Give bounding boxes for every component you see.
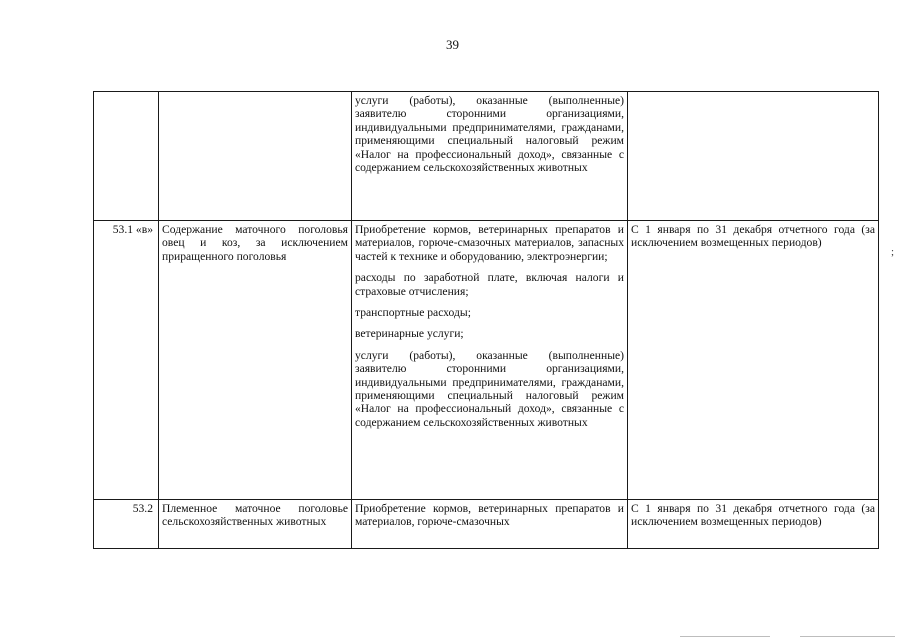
margin-mark: ; <box>891 246 895 258</box>
table-row <box>94 221 879 500</box>
expense-item: Приобретение кормов, ветеринарных препаратов и материалов, горюче-смазочных <box>355 502 624 529</box>
expense-item: расходы по заработной плате, включая налоги и страховые отчисления; <box>355 271 624 298</box>
expense-item: ветеринарные услуги; <box>355 327 464 341</box>
row-number-cell <box>94 92 159 221</box>
expense-item: Приобретение кормов, ветеринарных препаратов и материалов, горюче-смазочных материалов, запасных частей к технике и оборудованию, электроэнергии; <box>355 223 624 263</box>
row-number-cell: 53.1 «в» <box>94 221 159 500</box>
row-name-cell <box>159 92 352 221</box>
table-row <box>94 500 879 549</box>
expense-item: транспортные расходы; <box>355 306 471 320</box>
row-expenses-cell <box>352 221 628 500</box>
row-expenses-cell <box>352 92 628 221</box>
expense-item: услуги (работы), оказанные (выполненные) заявителю сторонними организациями, индивидуальными предпринимателями, гражданами, применяющими специальный налоговый режим «Налог на профессиональный доход», связанные с содержанием сельскохозяйственных животных <box>355 348 624 429</box>
table-row <box>94 92 879 221</box>
scan-artifact-line <box>680 636 770 637</box>
row-expenses-cell <box>352 500 628 549</box>
row-number-cell: 53.2 <box>94 500 159 549</box>
row-period-cell: С 1 января по 31 декабря отчетного года (за исключением возмещенных периодов) <box>628 221 879 500</box>
row-name-cell: Племенное маточное поголовье сельскохозяйственных животных <box>159 500 352 549</box>
page-number: 39 <box>446 37 459 52</box>
expense-item: услуги (работы), оказанные (выполненные) заявителю сторонними организациями, индивидуальными предпринимателями, гражданами, применяющими специальный налоговый режим «Налог на профессиональный доход», связанные с содержанием сельскохозяйственных животных <box>355 94 624 175</box>
scan-artifact-line <box>800 636 895 637</box>
expenses-table <box>93 91 879 549</box>
row-period-cell: С 1 января по 31 декабря отчетного года (за исключением возмещенных периодов) <box>628 500 879 549</box>
row-period-cell <box>628 92 879 221</box>
row-name-cell: Содержание маточного поголовья овец и коз, за исключением приращенного поголовья <box>159 221 352 500</box>
